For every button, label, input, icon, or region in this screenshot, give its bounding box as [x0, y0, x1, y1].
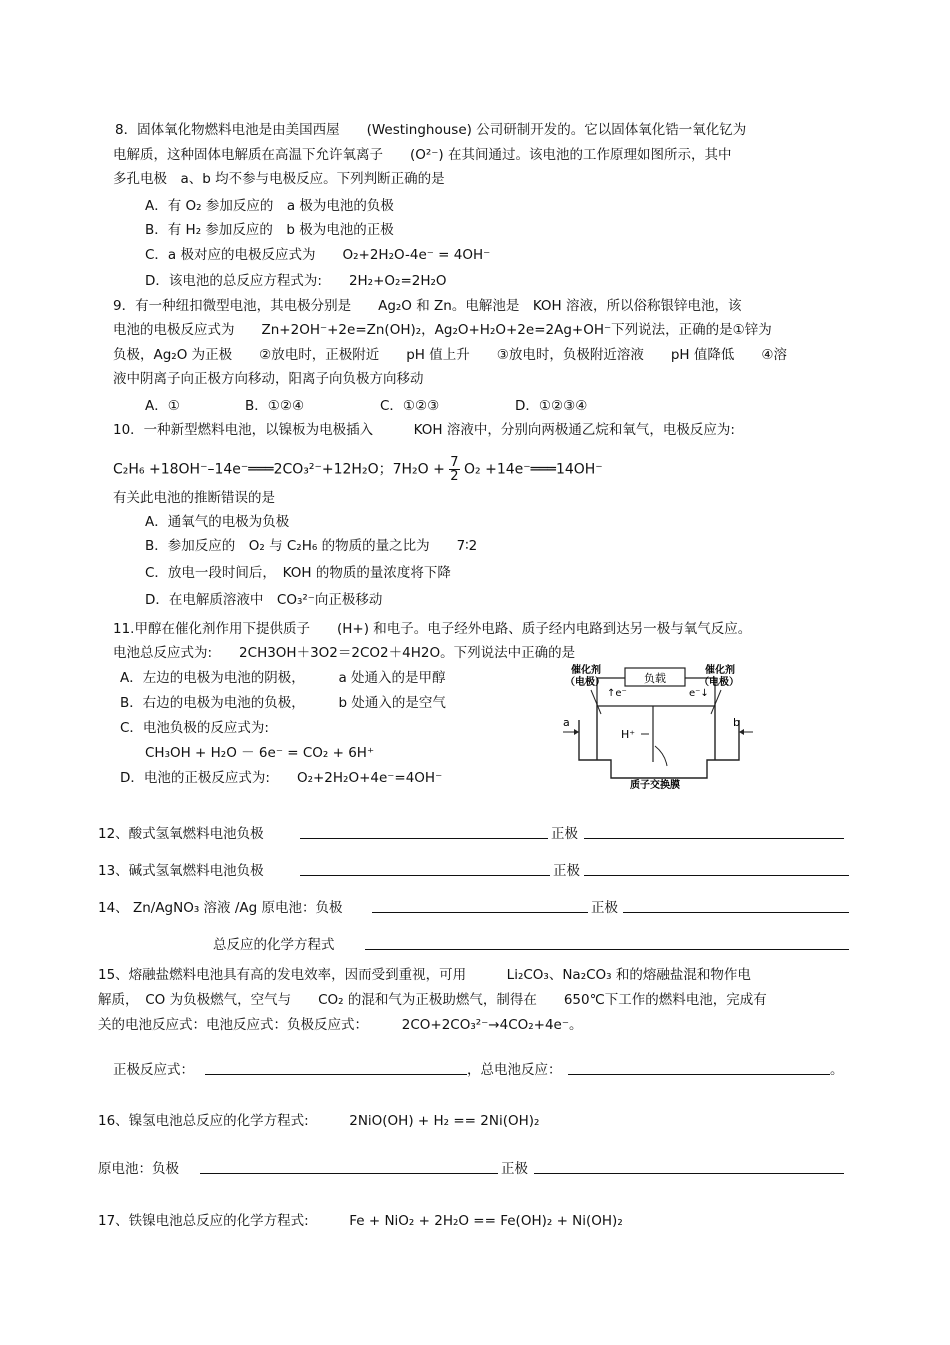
q9-line4: 液中阴离子向正极方向移动，阳离子向负极方向移动	[113, 371, 424, 387]
q15-positive-blank[interactable]	[205, 1074, 467, 1075]
q11-option-c: C．电池负极的反应式为:	[120, 720, 269, 736]
q9-line3: 负极，Ag₂O 为正极 ②放电时，正极附近 pH 值上升 ③放电时，负极附近溶液 pH 值降低 ④溶	[113, 347, 787, 363]
right-electrode-label: （电极）	[699, 677, 739, 688]
right-pointer	[711, 690, 721, 714]
inlet-a-label: a	[563, 716, 570, 729]
q13-label: 13、碱式氢氧燃料电池负极	[98, 863, 264, 879]
q12-positive-label: 正极	[551, 826, 578, 842]
q10-line3: 有关此电池的推断错误的是	[113, 490, 275, 506]
q10-fraction	[449, 456, 459, 483]
fuel-cell-diagram	[557, 662, 757, 790]
q9-line1: 9．有一种纽扣微型电池，其电极分别是 Ag₂O 和 Zn。电解池是 KOH 溶液，所以俗称银锌电池，该	[113, 298, 742, 314]
q15-total-blank[interactable]	[568, 1074, 830, 1075]
q12-negative-blank[interactable]	[300, 838, 548, 839]
q8-option-a: A．有 O₂ 参加反应的 a 极为电池的负极	[145, 198, 394, 214]
q15-line2: 解质， CO 为负极燃气，空气与 CO₂ 的混和气为正极助燃气，制得在 650℃下工作的燃料电池，完成有	[98, 992, 767, 1008]
q8-option-d: D．该电池的总反应方程式为: 2H₂+O₂=2H₂O	[145, 273, 447, 289]
q10-eq-right: O₂ +14e⁻═══14OH⁻	[464, 461, 603, 478]
q14-negative-blank[interactable]	[372, 912, 588, 913]
q16-negative-blank[interactable]	[200, 1173, 498, 1174]
q15-line1: 15、熔融盐燃料电池具有高的发电效率，因而受到重视，可用 Li₂CO₃、Na₂CO₃ 和的熔融盐混和物作电	[98, 967, 751, 983]
proton-label: H⁺	[621, 728, 636, 741]
q8-line2: 电解质，这种固体电解质在高温下允许氧离子 (O²⁻) 在其间通过。该电池的工作原理如图所示，其中	[113, 147, 732, 163]
q16-negative-label: 原电池：负极	[98, 1161, 179, 1177]
q9-line2: 电池的电极反应式为 Zn+2OH⁻+2e=Zn(OH)₂，Ag₂O+H₂O+2e=2Ag+OH⁻下列说法，正确的是①锌为	[113, 322, 772, 338]
q17-line1: 17、铁镍电池总反应的化学方程式: Fe + NiO₂ + 2H₂O == Fe(OH)₂ + Ni(OH)₂	[98, 1213, 623, 1229]
q15-total-label: ，总电池反应：	[467, 1062, 562, 1078]
q8-option-c: C．a 极对应的电极反应式为 O₂+2H₂O-4e⁻ = 4OH⁻	[145, 247, 491, 263]
q15-line3: 关的电池反应式：电池反应式：负极反应式： 2CO+2CO₃²⁻→4CO₂+4e⁻。	[98, 1017, 583, 1033]
q11-option-b: B．右边的电极为电池的负极， b 处通入的是空气	[120, 695, 446, 711]
q16-line1: 16、镍氢电池总反应的化学方程式: 2NiO(OH) + H₂ == 2Ni(OH)₂	[98, 1113, 540, 1129]
q16-positive-label: 正极	[501, 1161, 528, 1177]
inlet-a-arrowhead	[574, 729, 579, 735]
q10-option-b: B．参加反应的 O₂ 与 C₂H₆ 的物质的量之比为 7∶2	[145, 538, 478, 554]
q9-option-c: C．①②③	[380, 398, 440, 414]
q10-line1: 10．一种新型燃料电池，以镍板为电极插入 KOH 溶液中，分别向两极通乙烷和氧气，电极反应为:	[113, 422, 735, 438]
q14-positive-label: 正极	[591, 900, 618, 916]
right-catalyst-label: 催化剂	[705, 665, 735, 676]
q10-frac-den: 2	[450, 469, 459, 484]
left-electrode-label: （电极）	[565, 677, 605, 688]
q10-option-d: D．在电解质溶液中 CO₃²⁻向正极移动	[145, 592, 383, 608]
q15-end: 。	[830, 1062, 844, 1078]
q9-option-b: B．①②④	[245, 398, 305, 414]
q11-line2: 电池总反应式为: 2CH3OH＋3O2＝2CO2＋4H2O。下列说法中正确的是	[113, 645, 576, 661]
q8-line3: 多孔电极 a、b 均不参与电极反应。下列判断正确的是	[113, 171, 445, 187]
q13-negative-blank[interactable]	[300, 875, 550, 876]
q9-option-a: A．①	[145, 398, 180, 414]
q14-label: 14、 Zn/AgNO₃ 溶液 /Ag 原电池：负极	[98, 900, 343, 916]
membrane-pointer	[655, 746, 667, 766]
q14-total-label: 总反应的化学方程式	[213, 937, 335, 953]
q11-line1: 11.甲醇在催化剂作用下提供质子 (H+) 和电子。电子经外电路、质子经内电路到达另一极与氧气反应。	[113, 621, 752, 637]
q11-option-c-equation: CH₃OH + H₂O － 6e⁻ = CO₂ + 6H⁺	[145, 745, 375, 761]
inlet-b-arrowhead	[739, 729, 744, 735]
membrane-label: 质子交换膜	[630, 780, 680, 790]
q14-positive-blank[interactable]	[623, 912, 849, 913]
q14-total-blank[interactable]	[365, 949, 849, 950]
q8-option-b: B．有 H₂ 参加反应的 b 极为电池的正极	[145, 222, 394, 238]
electron-right: e⁻↓	[689, 688, 709, 699]
q8-line1: 8．固体氧化物燃料电池是由美国西屋 (Westinghouse) 公司研制开发的。它以固体氧化锆一氧化钇为	[115, 122, 747, 138]
left-catalyst-label: 催化剂	[571, 665, 601, 676]
q12-label: 12、酸式氢氧燃料电池负极	[98, 826, 264, 842]
q11-option-a: A．左边的电极为电池的阴极， a 处通入的是甲醇	[120, 670, 446, 686]
q13-positive-label: 正极	[553, 863, 580, 879]
q15-positive-label: 正极反应式：	[113, 1062, 194, 1078]
q10-option-a: A．通氧气的电极为负极	[145, 514, 290, 530]
inlet-b-label: b	[733, 716, 740, 729]
q10-equation	[113, 456, 603, 483]
q10-option-c: C．放电一段时间后， KOH 的物质的量浓度将下降	[145, 565, 451, 581]
left-pointer	[591, 690, 601, 714]
load-label: 负载	[644, 672, 666, 685]
q11-option-d: D．电池的正极反应式为: O₂+2H₂O+4e⁻=4OH⁻	[120, 770, 443, 786]
q10-frac-num: 7	[450, 455, 459, 470]
q9-option-d: D．①②③④	[515, 398, 588, 414]
q16-positive-blank[interactable]	[534, 1173, 844, 1174]
electron-left: ↑e⁻	[607, 688, 627, 699]
q13-positive-blank[interactable]	[584, 875, 849, 876]
q10-eq-left: C₂H₆ +18OH⁻–14e⁻═══2CO₃²⁻+12H₂O；7H₂O +	[113, 461, 445, 478]
q12-positive-blank[interactable]	[584, 838, 844, 839]
